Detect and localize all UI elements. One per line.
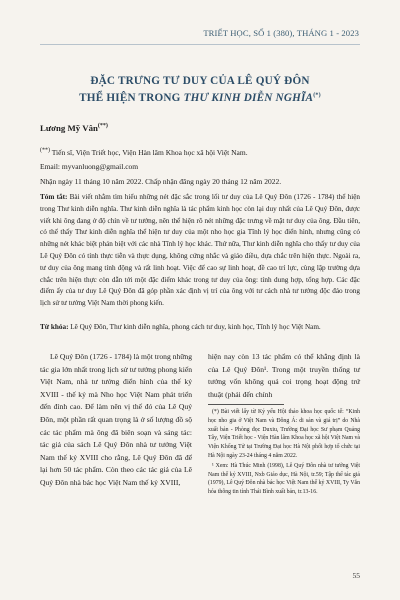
- footnotes: [208, 408, 360, 498]
- author-footnote-mark: (**): [97, 123, 108, 130]
- author-email: Email: myvanluong@gmail.com: [40, 162, 139, 171]
- body-column-right: hiện nay còn 13 tác phẩm có thể khẳng định là của Lê Quý Đôn¹. Trong một truyền thống tư tưởng vốn không quá coi trọng hoạt động trứ thuật (phải đến chính: [208, 352, 360, 399]
- keywords: [40, 322, 360, 334]
- journal-header: TRIẾT HỌC, SỐ 1 (380), THÁNG 1 - 2023: [203, 28, 359, 38]
- submission-dates: Nhận ngày 11 tháng 10 năm 2022. Chấp nhận đăng ngày 20 tháng 12 năm 2022.: [40, 177, 282, 186]
- abstract-text: Bài viết nhằm tìm hiểu những nét đặc sắc trong lối tư duy của Lê Quý Đôn (1726 - 1784) thể hiện trong Thư kinh diễn nghĩa. Thư kinh diễn nghĩa là tác phẩm kinh học còn lại duy nhất của Lê Quý Đôn, được viết khi ông đang ở độ chín về tư tưởng, nên thể hiện rõ nét những đặc trưng về mặt tư duy của ông. Đầu tiên, có thể thấy Thư kinh diễn nghĩa thể hiện tư duy của một nho học gia Tĩnh lý học điển hình, nhưng cũng có những nét khác biệt phản biệt với các nhà Tĩnh lý học khác. Thứ nữa, Thư kinh diễn nghĩa cho thấy tư duy của Lê Quý Đôn có tính thực tiễn và thực dụng, không cứng nhắc và giáo điều, dựa chắc trên hiện thực. Ngoài ra, tư duy của ông mang tính động và rất linh hoạt. Việc để cao sự linh hoạt, đề cao trí lực, cùng lập trường dựa chắc trên hiện thực còn dẫn tới một đặc điểm khác trong tư duy của ông: tính dung hợp, tổng hợp. Các đặc điểm ấy của tư duy Lê Quý Đôn đã góp phần xác định vị trí của ông với tư cách nhà tư tưởng độc đáo trong lịch sử tư tưởng Việt Nam thời phong kiến.: [40, 193, 361, 308]
- affiliation-text: Tiến sĩ, Viện Triết học, Viện Hàn lâm Khoa học xã hội Việt Nam.: [50, 148, 248, 157]
- author-name: [40, 123, 108, 133]
- footnote-1: (*) Bài viết lấy từ Kỷ yếu Hội thảo khoa học quốc tế: “Kinh học nho gia ở Việt Nam và Đông Á: di sản và giá trị” do Nhà xuất bản - Phòng đọc Duxiu, Trường Đại học Sư phạm Quảng Tây, Viện Triết học - Viện Hàn lâm Khoa học xã hội Việt Nam và Viện Khổng Tử tại Trường Đại học Hà Nội phối hợp tổ chức tại Hà Nội ngày 23-24 tháng 4 năm 2022.: [208, 409, 360, 459]
- body-column-left: Lê Quý Đôn (1726 - 1784) là một trong những tác gia lớn nhất trong lịch sử tư tưởng phong kiến Việt Nam, nhà tư tưởng điển hình của thế kỷ XVIII - thế kỷ mà Nho học Việt Nam phát triển đến đỉnh cao. Để làm nên vị thế đó của Lê Quý Đôn, một phần rất quan trọng là ở số lượng đồ sộ các tác phẩm mà ông đã biên soạn và sáng tác: tác giả của sách Lê Quý Đôn nhà tư tưởng Việt Nam thế kỷ XVIII cho rằng, Lê Quý Đôn đã để lại hơn 50 tác phẩm. Còn theo các tác giả của Lê Quý Đôn nhà bác học Việt Nam thế kỷ XVIII,: [40, 352, 192, 487]
- article-title-line-1: ĐẶC TRƯNG TƯ DUY CỦA LÊ QUÝ ĐÔN: [90, 75, 310, 87]
- keywords-text: Lê Quý Đôn, Thư kinh diễn nghĩa, phong cách tư duy, kinh học, Tĩnh lý học Việt Nam.: [70, 323, 321, 331]
- article-title-line-2: [0, 92, 400, 104]
- header-divider: [40, 44, 360, 45]
- title-plain-text: THỂ HIỆN TRONG: [79, 92, 184, 104]
- affiliation-mark: (**): [40, 147, 50, 154]
- author-name-text: Lương Mỹ Vân: [40, 123, 98, 133]
- footnote-divider: [208, 404, 284, 405]
- title-footnote-mark: (*): [313, 92, 321, 99]
- page-number: 55: [352, 571, 360, 580]
- abstract: [40, 192, 360, 310]
- author-affiliation: [40, 147, 248, 159]
- keywords-label: Từ khóa:: [40, 323, 71, 331]
- abstract-label: Tóm tắt:: [40, 193, 70, 201]
- footnote-2: ¹ Xem: Hà Thúc Minh (1998), Lê Quý Đôn nhà tư tưởng Việt Nam thế kỷ XVIII, Nxb Giáo dục, Hà Nội, tr.59; Tập thể tác giả (1979), Lê Quý Đôn nhà bác học Việt Nam thế kỷ XVIII, Ty Văn hóa thông tin tỉnh Thái Bình xuất bản, tr.13-16.: [208, 462, 360, 496]
- title-book-name: THƯ KINH DIỄN NGHĨA: [183, 92, 314, 104]
